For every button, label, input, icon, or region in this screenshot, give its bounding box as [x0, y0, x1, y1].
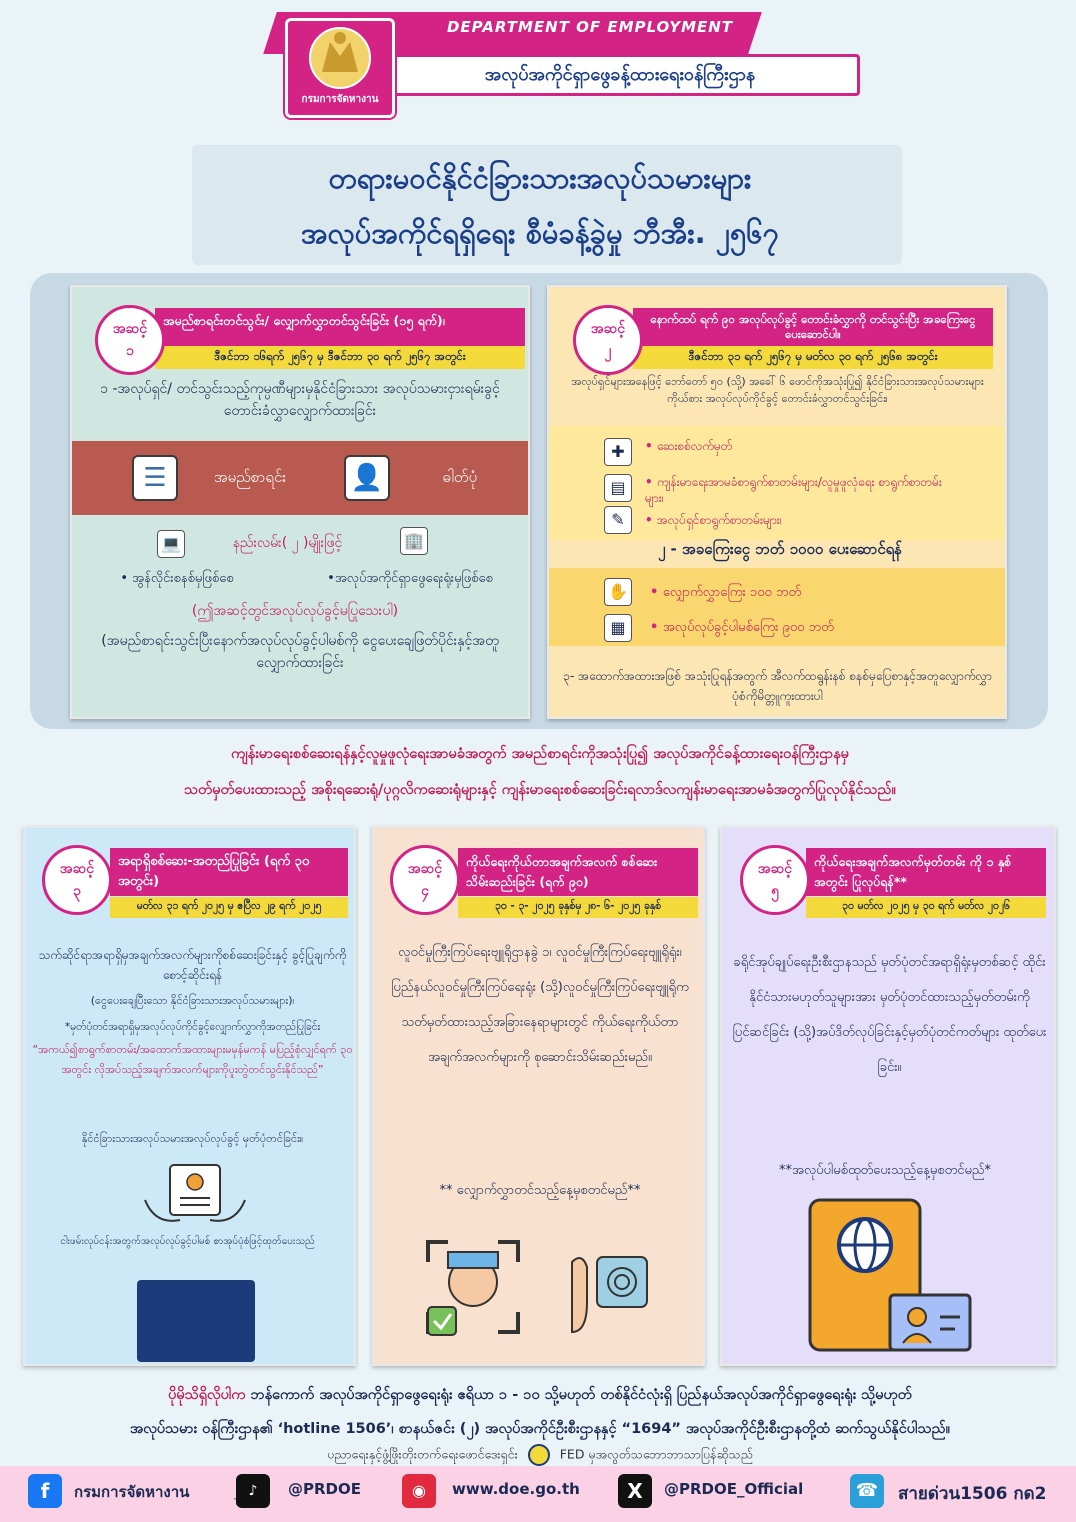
medical-certificate-icon: ✚ — [604, 438, 632, 466]
fed-logo-icon — [528, 1444, 550, 1466]
step3-caption: ငါးဖမ်းလုပ်ငန်းအတွက်အလုပ်လုပ်ခွင့်ပါမစ် စာအုပ်ပုံစံဖြင့်ထုတ်ပေးသည် — [60, 1236, 315, 1247]
credit-org: ပညာရေးနှင့်ဖွံ့ဖြိုးတိုးတက်ရေးဖောင်ဒေးရှင်း — [327, 1446, 518, 1462]
crest-icon — [302, 22, 378, 92]
face-scan-icon — [418, 1232, 528, 1342]
step1-online-option: • အွန်လိုင်းစနစ်မှဖြစ်စေ — [120, 571, 234, 586]
insurance-document-icon: ▤ — [604, 474, 632, 502]
hotline-link[interactable]: สายด่วน1506 กด2 — [898, 1484, 1047, 1504]
step4-note: ** လျှောက်လွှာတင်သည့်နေ့မှစတင်မည်** — [439, 1183, 641, 1198]
facebook-link[interactable]: กรมการจัดหางาน — [74, 1483, 190, 1501]
step2-title: နောက်ထပ် ရက် ၉၀ အလုပ်လုပ်ခွင့် တောင်းခံလွှာကို တင်သွင်းပြီး အခကြေးငွေ ပေးဆောင်ပါ။ — [633, 308, 993, 346]
credit-translation: FED မှအလွတ်သဘောဘာသာပြန်ဆိုသည် — [559, 1446, 753, 1462]
permit-document-icon: ▦ — [604, 614, 632, 642]
step1-title: အမည်စာရင်းတင်သွင်း/ လျှောက်လွှာတင်သွင်းခြင်း (၁၅ ရက်)၊ — [155, 308, 525, 346]
contact-note — [10, 1378, 1070, 1446]
passport-id-card-icon — [805, 1195, 975, 1355]
form-list-icon: ☰ — [132, 455, 178, 501]
step1-date: ဒီဇင်ဘာ ၁၆ရက် ၂၅၆၇ မှ ဒီဇင်ဘာ ၃၀ ရက် ၂၅၆၇ အတွင်း — [155, 346, 525, 369]
step2-description: အလုပ်ရှင်များအနေဖြင့် ဘော်တော် ၅၀ (သို့) အခေါ် ၆ ဖောင်ကိုအသုံးပြု၍ နိုင်ငံခြားသားအလုပ်သမားများကိုယ်စား အလုပ်လုပ်ကိုင်ခွင့် တောင်းခံလွှာတင်သွင်းခြင်း၊ — [571, 375, 984, 405]
step3-badge: အဆင့် ၃ — [42, 845, 112, 915]
contact-note-lead: ပိုမိုသိရှိလိုပါက — [168, 1387, 246, 1403]
fingerprint-scan-icon — [552, 1232, 657, 1342]
step2-doc-2: • ကျန်းမာရေးအာမခံစာရွက်စာတမ်းများ/လူမှုဖူလုံရေး စာရွက်စာတမ်းများ၊ — [645, 475, 942, 505]
step1-badge: အဆင့် ၁ — [95, 305, 165, 375]
phone-icon[interactable]: ☎ — [850, 1474, 884, 1508]
step1-note-red: (ဤအဆင့်တွင်အလုပ်လုပ်ခွင့်မပြုသေးပါ) — [191, 603, 399, 619]
step3-note-3: နိုင်ငံခြားသားအလုပ်သမားအလုပ်လုပ်ခွင့် မှတ်ပုံတင်ခြင်း။ — [81, 1132, 304, 1145]
logo-label: กรมการจัดหางาน — [301, 94, 379, 105]
step4-description: လူဝင်မှုကြီးကြပ်ရေးဗျူရိုဌာနခွဲ ၁၊ လူဝင်မှုကြီးကြပ်ရေးဗျူရိုရုံး၊ ပြည်နယ်လူဝင်မှုကြီးကြပ်ရေးရုံး (သို့)လူဝင်မှုကြီးကြပ်ရေးဗျူရိုက သတ်မှတ်ထားသည့်အခြားနေရာများတွင် ကိုယ်ရေးကိုယ်တာအချက်အလက်များကို စုဆောင်းသိမ်းဆည်းမည်။ — [391, 945, 689, 1065]
step1-note: (အမည်စာရင်းသွင်းပြီးနောက်အလုပ်လုပ်ခွင့်ပါမစ်ကို ငွေပေးချေဖြတ်ပိုင်းနှင့်အတူလျှောက်ထားခြင်း — [101, 633, 499, 671]
x-icon[interactable]: X — [618, 1474, 652, 1508]
contact-note-line2: အလုပ်သမား ဝန်ကြီးဌာန၏ ‘hotline 1506’၊ စာနယ်ဇင်း (၂) အလုပ်အကိုင်ဦးစီးဌာနနှင့် “1694” အလုပ်အကိုင်ဦးစီးဌာနတို့ထံ ဆက်သွယ်နိုင်ပါသည်။ — [129, 1421, 951, 1437]
office-building-icon: 🏢 — [400, 527, 428, 555]
tiktok-label: TikTok — [234, 1498, 262, 1508]
step2-badge: အဆင့် ၂ — [573, 305, 643, 375]
name-list-label: အမည်စာရင်း — [213, 468, 287, 486]
step2-doc-1-label: ဆေးစစ်လက်မှတ် — [656, 439, 733, 453]
photo-label: ဓါတ်ပုံ — [442, 468, 478, 486]
step2-doc-3: • အလုပ်ရှင်စာရွက်စာတမ်းများ၊ — [645, 513, 782, 527]
step2-fee-1-label: လျှောက်လွှာကြေး ၁၀၀ ဘတ် — [662, 585, 802, 600]
step1-office-option: •အလုပ်အကိုင်ရှာဖွေရေးရုံးမှဖြစ်စေ — [327, 571, 493, 586]
step2-footer: ၃- အထောက်အထားအဖြစ် အသုံးပြုရန်အတွက် အီလက်ထရွန်းနစ် စနစ်မှပြေစာနှင့်အတူလျှောက်လွှာပုံစံကိုမိတ္တူကူးထားပါ — [563, 669, 992, 703]
photo-portrait-icon: 👤 — [344, 455, 390, 501]
step5-note: **အလုပ်ပါမစ်ထုတ်ပေးသည့်နေ့မှစတင်မည်* — [779, 1163, 991, 1178]
contact-note-line1: ဘန်ကောက် အလုပ်အကိုင်ရှာဖွေရေးရုံး ဧရိယာ ၁ - ၁၀ သို့မဟုတ် တစ်နိုင်ငံလုံးရှိ ပြည်နယ်အလုပ်အကိုင်ရှာဖွေရေးရုံး သို့မဟုတ် — [250, 1387, 912, 1403]
step3-date: မတ်လ ၃၁ ရက် ၂၀၂၅ မှ ဧပြီလ ၂၉ ရက် ၂၀၂၅ — [110, 897, 348, 918]
step2-fee-1: • လျှောက်လွှာကြေး ၁၀၀ ဘတ် — [650, 585, 802, 600]
computer-icon: 💻 — [157, 530, 185, 558]
step4-date: ၃၀ - ၃- ၂၀၂၅ ခုနှစ်မှ ၂၈- ၆- ၂၀၂၅ ခုနှစ် — [458, 897, 698, 918]
health-check-note — [40, 736, 1040, 808]
step3-note-2: “အကယ်၍စာရွက်စာတမ်း/အထောက်အထားများမမှန်မကန် မပြည့်စုံလျှင်ရက် ၃၀ အတွင်း လိုအပ်သည့်အချက်အလက်များကိုပူးတွဲတင်သွင်းနိုင်သည်” — [32, 1043, 353, 1076]
step3-description-2: (ငွေပေးချေပြီးသော နိုင်ငံခြားသားအလုပ်သမားများ)၊ — [90, 994, 295, 1007]
step2-doc-3-label: အလုပ်ရှင်စာရွက်စာတမ်းများ၊ — [656, 513, 782, 527]
work-permit-booklet-image — [137, 1280, 255, 1362]
department-mm-title: အလုပ်အကိုင်ရှာဖွေခန့်ထားရေးဝန်ကြီးဌာန — [484, 64, 756, 85]
step2-doc-2-label: ကျန်းမာရေးအာမခံစာရွက်စာတမ်းများ/လူမှုဖူလုံရေး စာရွက်စာတမ်းများ၊ — [645, 475, 942, 505]
x-link[interactable]: @PRDOE_Official — [664, 1480, 804, 1498]
employer-document-icon: ✎ — [604, 506, 632, 534]
department-en-title: DEPARTMENT OF EMPLOYMENT — [446, 18, 734, 36]
step2-fee-2-label: အလုပ်လုပ်ခွင့်ပါမစ်ကြေး ၉၀၀ ဘတ် — [662, 620, 834, 635]
website-icon[interactable]: ◉ — [402, 1474, 436, 1508]
step1-methods: နည်းလမ်း( ၂ )မျိုးဖြင့် — [232, 535, 343, 551]
page-title-line1: တရားမဝင်နိုင်ငံခြားသားအလုပ်သမားများ — [328, 161, 752, 195]
step3-note-1: *မှတ်ပုံတင်အရာရှိမှအလုပ်လုပ်ကိုင်ခွင့်လျှောက်လွှာကိုအတည်ပြုခြင်း — [64, 1021, 321, 1033]
facebook-icon[interactable]: f — [28, 1474, 62, 1508]
step2-fee-title: ၂ - အခကြေးငွေ ဘတ် ၁၀၀၀ ပေးဆောင်ရန် — [657, 540, 903, 558]
step3-description: သက်ဆိုင်ရာအရာရှိမှအချက်အလက်များကိုစစ်ဆေးခြင်းနှင့် ခွင့်ပြုချက်ကိုစောင့်ဆိုင်းရန် — [38, 948, 347, 982]
contract-hands-icon — [140, 1160, 250, 1230]
tiktok-link[interactable]: @PRDOE — [288, 1480, 361, 1498]
step4-badge: အဆင့် ၄ — [390, 845, 460, 915]
tiktok-icon[interactable]: ♪ — [236, 1474, 270, 1508]
website-link[interactable]: www.doe.go.th — [452, 1480, 580, 1498]
step5-date: ၃၀ မတ်လ ၂၀၂၅ မှ ၃၀ ရက် မတ်လ ၂၀၂၆ — [806, 897, 1046, 918]
health-check-note-line2: သတ်မှတ်ပေးထားသည့် အစိုးရဆေးရုံ/ပုဂ္ဂလိကဆေးရုံများနှင့် ကျန်းမာရေးစစ်ဆေးခြင်းရလာဒ်လကျန်းမာရေးအာမခံအတွက်ပြုလုပ်နိုင်သည်။ — [184, 782, 896, 798]
payment-hand-icon: ✋ — [604, 578, 632, 606]
step5-title: ကိုယ်ရေးအချက်အလက်မှတ်တမ်း ကို ၁ နှစ်အတွင်း ပြုလုပ်ရန်** — [806, 848, 1046, 896]
step4-title: ကိုယ်ရေးကိုယ်တာအချက်အလက် စစ်ဆေးသိမ်းဆည်းခြင်း (ရက် ၉၀) — [458, 848, 698, 896]
step2-fee-2: • အလုပ်လုပ်ခွင့်ပါမစ်ကြေး ၉၀၀ ဘတ် — [650, 620, 834, 635]
step5-badge: အဆင့် ၅ — [740, 845, 810, 915]
health-check-note-line1: ကျန်းမာရေးစစ်ဆေးရန်နှင့်လူမှုဖူလုံရေးအာမခံအတွက် အမည်စာရင်းကိုအသုံးပြု၍ အလုပ်အကိုင်ခန့်ထားရေးဝန်ကြီးဌာနမှ — [231, 746, 849, 762]
step1-description: ၁ -အလုပ်ရှင်/ တင်သွင်းသည့်ကုမ္ပဏီများမှနိုင်ငံခြားသား အလုပ်သမားငှားရမ်းခွင့်တောင်းခံလွှာလျှောက်ထားခြင်း — [100, 381, 500, 419]
page-title-line2: အလုပ်အကိုင်ရရှိရေး စီမံခန့်ခွဲမှု ဘီအီး. ၂၅၆၇ — [301, 216, 779, 250]
step2-date: ဒီဇင်ဘာ ၃၁ ရက် ၂၅၆၇ မှ မတ်လ ၃၀ ရက် ၂၅၆၈ အတွင်း — [633, 346, 993, 369]
translation-credit — [200, 1444, 880, 1466]
step3-title: အရာရှိစစ်ဆေး-အတည်ပြုခြင်း (ရက် ၃၀ အတွင်း) — [110, 848, 348, 896]
step5-description: ခရိုင်အုပ်ချုပ်ရေးဦးစီးဌာနသည် မှတ်ပုံတင်အရာရှိရုံးမှတစ်ဆင့် ထိုင်းနိုင်ငံသားမဟုတ်သူများအား မှတ်ပုံတင်ထားသည့်မှတ်တမ်းကို ပြင်ဆင်ခြင်း (သို့)အပ်ဒိတ်လုပ်ခြင်းနှင့်မှတ်ပုံတင်ကတ်များ ထုတ်ပေးခြင်း။ — [732, 955, 1047, 1075]
step2-doc-1: • ဆေးစစ်လက်မှတ် — [645, 439, 733, 453]
